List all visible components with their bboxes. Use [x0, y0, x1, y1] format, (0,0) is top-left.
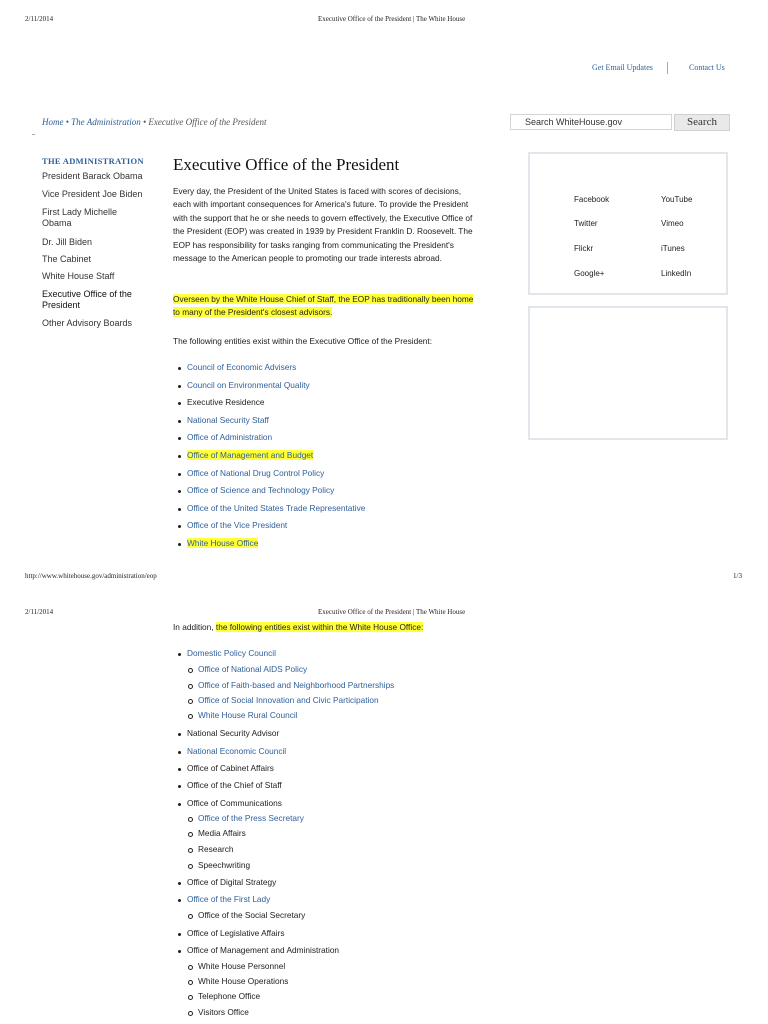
entity-label: Office of National Drug Control Policy	[187, 467, 325, 478]
entity-item[interactable]	[187, 503, 365, 513]
entity-item[interactable]	[187, 432, 272, 442]
entity-label: Office of Management and Budget	[187, 450, 314, 460]
search-button[interactable]: Search	[674, 114, 730, 131]
list-item[interactable]: Office of the First Lady	[187, 894, 271, 904]
print-page-number: 1/3	[733, 572, 742, 580]
highlight-text: Overseen by the White House Chief of Staff, the EOP has traditionally been home to many of the President's closest advisors.	[173, 294, 474, 318]
entity-label: Council of Economic Advisers	[187, 362, 297, 372]
sub-list-item: White House Operations	[198, 976, 289, 986]
list-item[interactable]: National Economic Council	[187, 746, 287, 756]
print-date: 2/11/2014	[25, 15, 54, 23]
sub-list-item: Office of the Social Secretary	[198, 910, 306, 920]
vimeo-link[interactable]: Vimeo	[661, 219, 684, 228]
list-item[interactable]: Domestic Policy Council	[187, 648, 276, 658]
entity-item	[187, 397, 264, 407]
sub-list-item: Visitors Office	[198, 1007, 249, 1017]
breadcrumb-separator: •	[65, 117, 69, 127]
sidebar-item-eop[interactable]: Executive Office of the President	[42, 289, 132, 310]
list-item: Office of the Chief of Staff	[187, 780, 282, 790]
print-date-page2: 2/11/2014	[25, 608, 54, 616]
sidebar-item-white-house-staff[interactable]: White House Staff	[42, 271, 115, 281]
entity-item[interactable]	[187, 468, 324, 478]
list-item: Office of Communications	[187, 798, 282, 808]
facebook-link[interactable]: Facebook	[574, 195, 610, 204]
entity-label: Executive Residence	[187, 397, 265, 408]
print-url: http://www.whitehouse.gov/administration/eop	[25, 572, 157, 580]
flickr-link[interactable]: Flickr	[574, 244, 594, 253]
contact-us-link[interactable]: Contact Us	[689, 63, 725, 72]
list-item: Office of Legislative Affairs	[187, 928, 285, 938]
sidebar-item-cabinet[interactable]: The Cabinet	[42, 254, 92, 264]
sub-list-item[interactable]: Office of Social Innovation and Civic Participation	[198, 695, 379, 705]
sub-list-item[interactable]: Office of Faith-based and Neighborhood Partnerships	[198, 680, 395, 690]
sub-list-item: Media Affairs	[198, 828, 246, 838]
list-item: Office of Digital Strategy	[187, 877, 277, 887]
sidebar-item-president[interactable]: President Barack Obama	[42, 171, 143, 181]
entity-item[interactable]	[187, 520, 287, 530]
itunes-link[interactable]: iTunes	[661, 244, 685, 253]
entity-item[interactable]	[187, 415, 269, 425]
google-plus-link[interactable]: Google+	[574, 269, 605, 278]
list-item: Office of Management and Administration	[187, 945, 340, 955]
breadcrumb-administration[interactable]: The Administration	[71, 117, 141, 127]
sub-list-item: Speechwriting	[198, 860, 251, 870]
youtube-link[interactable]: YouTube	[661, 195, 693, 204]
email-updates-link[interactable]: Get Email Updates	[592, 63, 653, 72]
entity-item[interactable]	[187, 380, 310, 390]
search-input[interactable]: Search WhiteHouse.gov	[510, 114, 672, 130]
sidebar-item-first-lady[interactable]: First Lady Michelle Obama	[42, 207, 118, 228]
entity-item[interactable]	[187, 450, 313, 460]
sub-list-item: White House Personnel	[198, 961, 286, 971]
sidebar-item-vice-president[interactable]: Vice President Joe Biden	[42, 189, 143, 199]
list-item: Office of Cabinet Affairs	[187, 763, 274, 773]
sidebar-item-jill-biden[interactable]: Dr. Jill Biden	[42, 237, 93, 247]
sub-list-item: Telephone Office	[198, 991, 261, 1001]
breadcrumb-current: Executive Office of the President	[148, 117, 267, 127]
highlighted-paragraph	[173, 293, 478, 320]
sub-list-item[interactable]: Office of the Press Secretary	[198, 813, 304, 823]
addition-paragraph	[173, 621, 493, 634]
list-item: National Security Advisor	[187, 728, 280, 738]
addition-prefix: In addition,	[173, 622, 216, 632]
entity-item[interactable]	[187, 485, 334, 495]
social-links-box	[528, 152, 728, 295]
empty-widget-box	[528, 306, 728, 440]
linkedin-link[interactable]: LinkedIn	[661, 269, 692, 278]
breadcrumb-home[interactable]: Home	[42, 117, 64, 127]
divider	[32, 134, 35, 135]
print-page-title: Executive Office of the President | The White House	[318, 15, 466, 23]
entity-label: Office of the United States Trade Representative	[187, 502, 366, 513]
sub-list-item[interactable]: White House Rural Council	[198, 710, 298, 720]
sidebar-title: THE ADMINISTRATION	[42, 156, 144, 166]
print-page-title-page2: Executive Office of the President | The White House	[318, 608, 466, 616]
entity-label: Office of Administration	[187, 432, 273, 443]
entity-label: Council on Environmental Quality	[187, 379, 310, 390]
entity-label: Office of the Vice President	[187, 520, 288, 531]
breadcrumb	[42, 117, 267, 127]
sidebar-item-advisory-boards[interactable]: Other Advisory Boards	[42, 318, 133, 328]
twitter-link[interactable]: Twitter	[574, 219, 598, 228]
entity-label: White House Office	[187, 538, 259, 548]
entity-label: Office of Science and Technology Policy	[187, 485, 335, 496]
entities-intro: The following entities exist within the Executive Office of the President:	[173, 336, 433, 346]
addition-highlight: the following entities exist within the White House Office:	[215, 622, 424, 632]
entity-label: National Security Staff	[187, 414, 269, 425]
sub-list-item: Research	[198, 844, 234, 854]
entity-item[interactable]	[187, 362, 296, 372]
page-title: Executive Office of the President	[173, 155, 400, 174]
breadcrumb-separator: •	[143, 117, 147, 127]
header-divider	[667, 62, 668, 74]
intro-paragraph: Every day, the President of the United States is faced with scores of decisions, each with important consequences for America's future. To provide the President with the support that he or she needs to govern effectively, the Executive Office of the President (EOP) was created in 1939 by President Franklin D. Roosevelt. The EOP has responsibility for tasks ranging from communicating the President's message to the American people to promoting our trade interests abroad.	[173, 186, 473, 264]
entity-item[interactable]	[187, 538, 258, 548]
sub-list-item[interactable]: Office of National AIDS Policy	[198, 664, 308, 674]
